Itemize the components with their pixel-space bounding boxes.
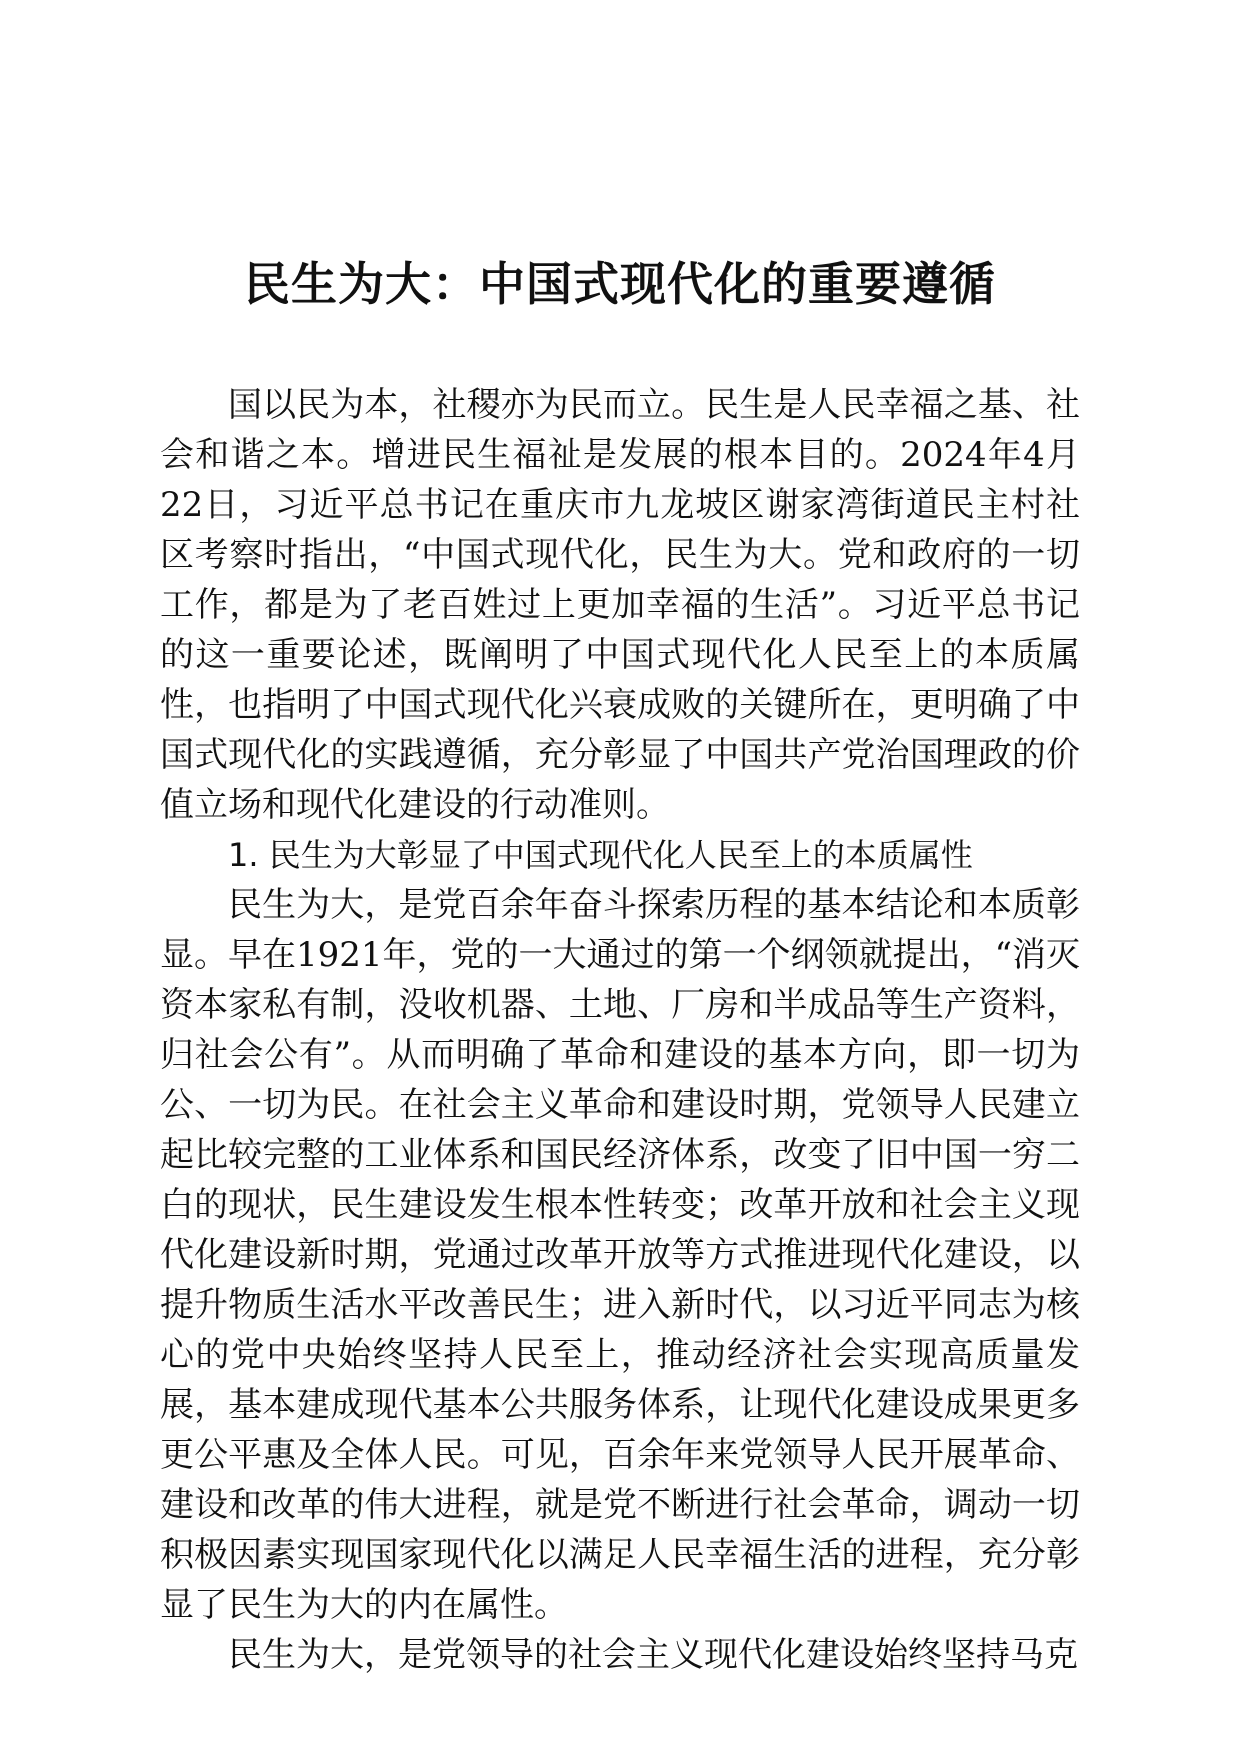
intro-paragraph: 国以民为本，社稷亦为民而立。民生是人民幸福之基、社会和谐之本。增进民生福祉是发展的根本目的。2024年4月22日，习近平总书记在重庆市九龙坡区谢家湾街道民主村社区考察时指出，“中国式现代化，民生为大。党和政府的一切工作，都是为了老百姓过上更加幸福的生活”。习近平总书记的这一重要论述，既阐明了中国式现代化人民至上的本质属性，也指明了中国式现代化兴衰成败的关键所在，更明确了中国式现代化的实践遵循，充分彰显了中国共产党治国理政的价值立场和现代化建设的行动准则。 bbox=[160, 385, 1080, 825]
document-title: 民生为大：中国式现代化的重要遵循 bbox=[244, 257, 996, 311]
document-body bbox=[160, 380, 1080, 1680]
section-heading: 1. 民生为大彰显了中国式现代化人民至上的本质属性 bbox=[228, 836, 973, 874]
section-paragraph: 民生为大，是党领导的社会主义现代化建设始终坚持马克 bbox=[228, 1635, 1078, 1675]
section-paragraph: 民生为大，是党百余年奋斗探索历程的基本结论和本质彰显。早在1921年，党的一大通过的第一个纲领就提出，“消灭资本家私有制，没收机器、土地、厂房和半成品等生产资料，归社会公有”。从而明确了革命和建设的基本方向，即一切为公、一切为民。在社会主义革命和建设时期，党领导人民建立起比较完整的工业体系和国民经济体系，改变了旧中国一穷二白的现状，民生建设发生根本性转变；改革开放和社会主义现代化建设新时期，党通过改革开放等方式推进现代化建设，以提升物质生活水平改善民生；进入新时代，以习近平同志为核心的党中央始终坚持人民至上，推动经济社会实现高质量发展，基本建成现代基本公共服务体系，让现代化建设成果更多更公平惠及全体人民。可见，百余年来党领导人民开展革命、建设和改革的伟大进程，就是党不断进行社会革命，调动一切积极因素实现国家现代化以满足人民幸福生活的进程，充分彰显了民生为大的内在属性。 bbox=[160, 885, 1080, 1625]
